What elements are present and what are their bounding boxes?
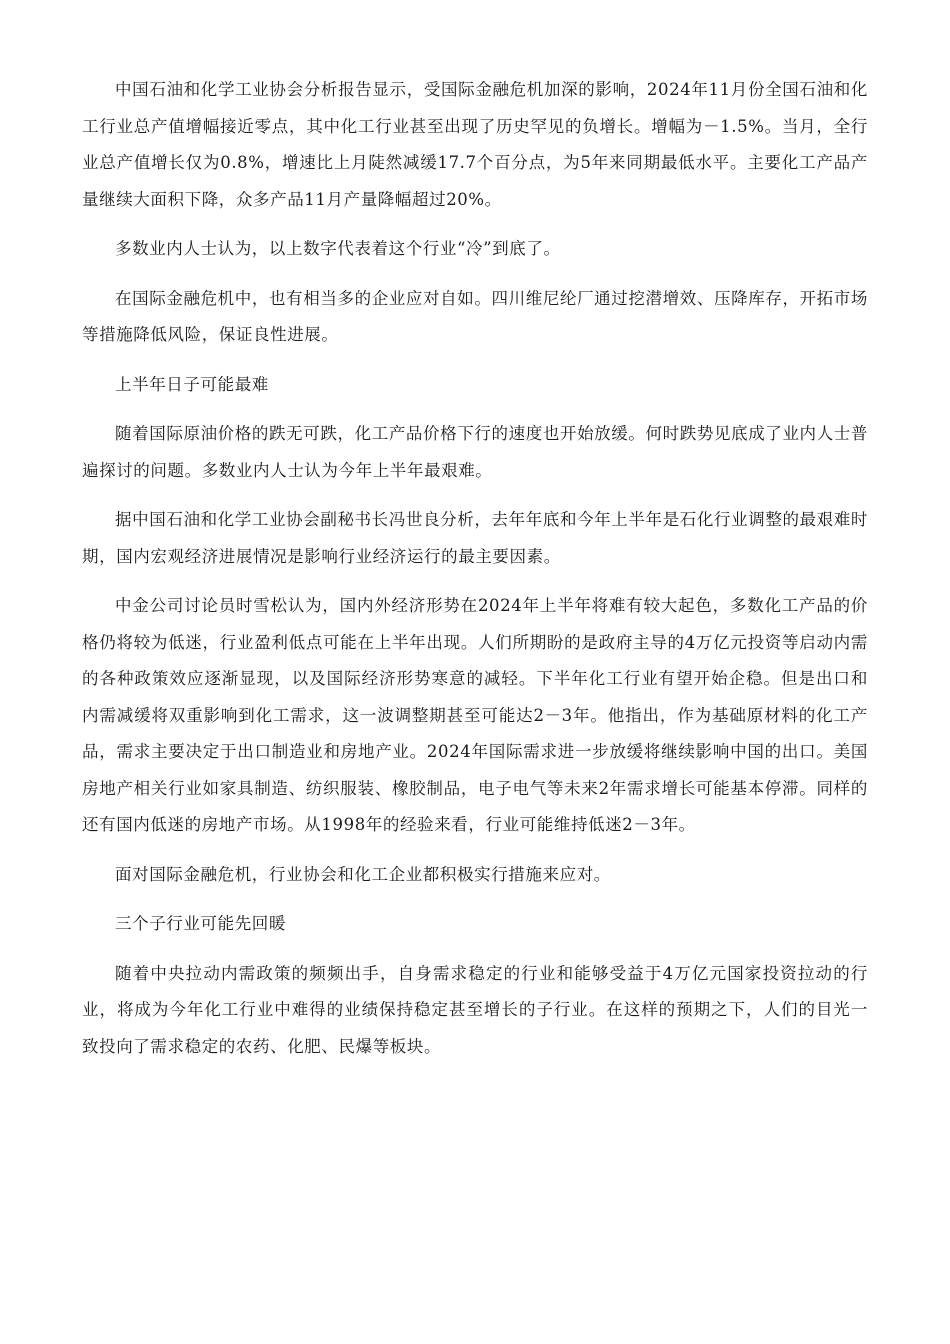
paragraph-response: 面对国际金融危机，行业协会和化工企业都积极实行措施来应对。	[115, 864, 611, 884]
section-heading-sub-industries: 三个子行业可能先回暖	[115, 914, 286, 933]
paragraph-sichuan-vinylon: 在国际金融危机中，也有相当多的企业应对自如。四川维尼纶厂通过挖潜增效、压降库存，开拓市场等措施降低风险，保证良性进展。	[82, 288, 868, 344]
paragraph-stable-sectors: 随着中央拉动内需政策的频频出手，自身需求稳定的行业和能够受益于4万亿元国家投资拉动的行业，将成为今年化工行业中难得的业绩保持稳定甚至增长的子行业。在这样的预期之下，人们的目光一致投向了需求稳定的农药、化肥、民爆等板块。	[82, 963, 868, 1056]
paragraph-cicc-analysis: 中金公司讨论员时雪松认为，国内外经济形势在2024年上半年将难有较大起色，多数化工产品的价格仍将较为低迷，行业盈利低点可能在上半年出现。人们所期盼的是政府主导的4万亿元投资等启动内需的各种政策效应逐渐显现，以及国际经济形势寒意的减轻。下半年化工行业有望开始企稳。但是出口和内需减缓将双重影响到化工需求，这一波调整期甚至可能达2－3年。他指出，作为基础原材料的化工产品，需求主要决定于出口制造业和房地产业。2024年国际需求进一步放缓将继续影响中国的出口。美国房地产相关行业如家具制造、纺织服装、橡胶制品，电子电气等未来2年需求增长可能基本停滞。同样的还有国内低迷的房地产市场。从1998年的经验来看，行业可能维持低迷2－3年。	[82, 596, 868, 834]
paragraph-oil-price: 随着国际原油价格的跌无可跌，化工产品价格下行的速度也开始放缓。何时跌势见底成了业内人士普遍探讨的问题。多数业内人士认为今年上半年最艰难。	[82, 424, 868, 480]
paragraph-industry-cold: 多数业内人士认为，以上数字代表着这个行业“冷”到底了。	[115, 239, 561, 258]
paragraph-industry-output: 中国石油和化学工业协会分析报告显示，受国际金融危机加深的影响，2024年11月份全国石油和化工行业总产值增幅接近零点，其中化工行业甚至出现了历史罕见的负增长。增幅为－1.5%。当月，全行业总产值增长仅为0.8%，增速比上月陡然减缓17.7个百分点，为5年来同期最低水平。主要化工产品产量继续大面积下降，众多产品11月产量降幅超过20%。	[82, 80, 868, 209]
paragraph-feng-shiliang: 据中国石油和化学工业协会副秘书长冯世良分析，去年年底和今年上半年是石化行业调整的最艰难时期，国内宏观经济进展情况是影响行业经济运行的最主要因素。	[82, 510, 868, 566]
section-heading-first-half: 上半年日子可能最难	[115, 374, 269, 394]
article-body	[82, 72, 868, 1078]
